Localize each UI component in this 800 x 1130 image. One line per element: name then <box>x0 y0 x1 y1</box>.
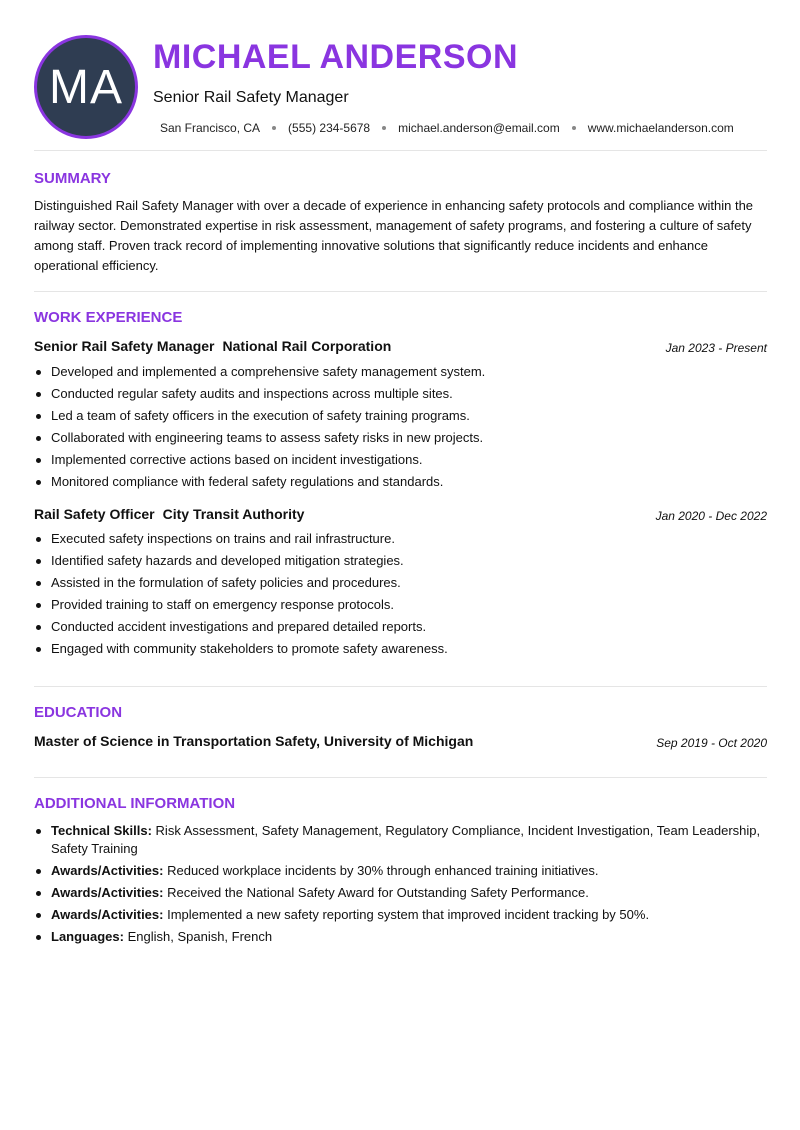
list-item <box>34 884 769 902</box>
item-text: Implemented a new safety reporting system that improved incident tracking by 50%. <box>167 907 650 922</box>
list-item: Implemented corrective actions based on incident investigations. <box>34 451 769 469</box>
contact-bar <box>160 121 734 135</box>
item-label: Languages: <box>51 929 124 944</box>
list-item: Monitored compliance with federal safety regulations and standards. <box>34 473 769 491</box>
job-2-header <box>34 506 304 522</box>
list-item: Assisted in the formulation of safety policies and procedures. <box>34 574 769 592</box>
list-item <box>34 906 769 924</box>
list-item: Provided training to staff on emergency response protocols. <box>34 596 769 614</box>
additional-heading: ADDITIONAL INFORMATION <box>34 795 236 812</box>
list-item: Conducted regular safety audits and inspections across multiple sites. <box>34 385 769 403</box>
contact-website[interactable]: www.michaelanderson.com <box>587 121 734 135</box>
separator-dot-icon <box>572 126 576 130</box>
job-1-company: National Rail Corporation <box>222 338 392 354</box>
divider <box>34 291 767 292</box>
divider <box>34 150 767 151</box>
item-label: Awards/Activities: <box>51 885 164 900</box>
education-heading: EDUCATION <box>34 704 123 721</box>
job-headline: Senior Rail Safety Manager <box>153 89 349 106</box>
job-1-dates: Jan 2023 - Present <box>665 341 767 355</box>
list-item <box>34 928 769 946</box>
item-label: Technical Skills: <box>51 823 152 838</box>
list-item <box>34 862 769 880</box>
item-label: Awards/Activities: <box>51 907 164 922</box>
separator-dot-icon <box>272 126 276 130</box>
list-item: Led a team of safety officers in the execution of safety training programs. <box>34 407 769 425</box>
list-item: Collaborated with engineering teams to assess safety risks in new projects. <box>34 429 769 447</box>
separator-dot-icon <box>382 126 386 130</box>
divider <box>34 777 767 778</box>
divider <box>34 686 767 687</box>
summary-heading: SUMMARY <box>34 170 111 187</box>
summary-text: Distinguished Rail Safety Manager with over a decade of experience in enhancing safety protocols and compliance within the railway sector. Demonstrated expertise in risk assessment, management of safety programs, and fostering a culture of safety among staff. Proven track record of implementing innovative solutions that significantly reduce incidents and enhance operational efficiency. <box>34 198 754 273</box>
list-item: Identified safety hazards and developed mitigation strategies. <box>34 552 769 570</box>
experience-heading: WORK EXPERIENCE <box>34 309 183 326</box>
job-1-header <box>34 338 391 354</box>
avatar <box>34 35 138 139</box>
job-2-title: Rail Safety Officer <box>34 506 155 522</box>
list-item: Conducted accident investigations and prepared detailed reports. <box>34 618 769 636</box>
contact-location: San Francisco, CA <box>160 121 261 135</box>
job-1-title: Senior Rail Safety Manager <box>34 338 215 354</box>
item-text: English, Spanish, French <box>127 929 273 944</box>
job-2-company: City Transit Authority <box>162 506 305 522</box>
item-label: Awards/Activities: <box>51 863 164 878</box>
job-2-dates: Jan 2020 - Dec 2022 <box>655 509 767 523</box>
list-item <box>34 822 769 858</box>
list-item: Developed and implemented a comprehensive safety management system. <box>34 363 769 381</box>
contact-email[interactable]: michael.anderson@email.com <box>398 121 560 135</box>
education-dates: Sep 2019 - Oct 2020 <box>656 736 767 750</box>
additional-list <box>34 822 769 950</box>
job-2-bullets <box>34 530 769 662</box>
list-item: Executed safety inspections on trains and rail infrastructure. <box>34 530 769 548</box>
job-1-bullets <box>34 363 769 495</box>
candidate-name: MICHAEL ANDERSON <box>153 38 519 76</box>
contact-phone: (555) 234-5678 <box>288 121 371 135</box>
item-text: Received the National Safety Award for Outstanding Safety Performance. <box>167 885 589 900</box>
item-text: Reduced workplace incidents by 30% through enhanced training initiatives. <box>167 863 599 878</box>
item-text: Risk Assessment, Safety Management, Regulatory Compliance, Incident Investigation, Team Leadership, Safety Training <box>51 823 761 856</box>
education-degree: Master of Science in Transportation Safety, University of Michigan <box>34 733 474 749</box>
avatar-initials: MA <box>49 60 123 114</box>
list-item: Engaged with community stakeholders to promote safety awareness. <box>34 640 769 658</box>
